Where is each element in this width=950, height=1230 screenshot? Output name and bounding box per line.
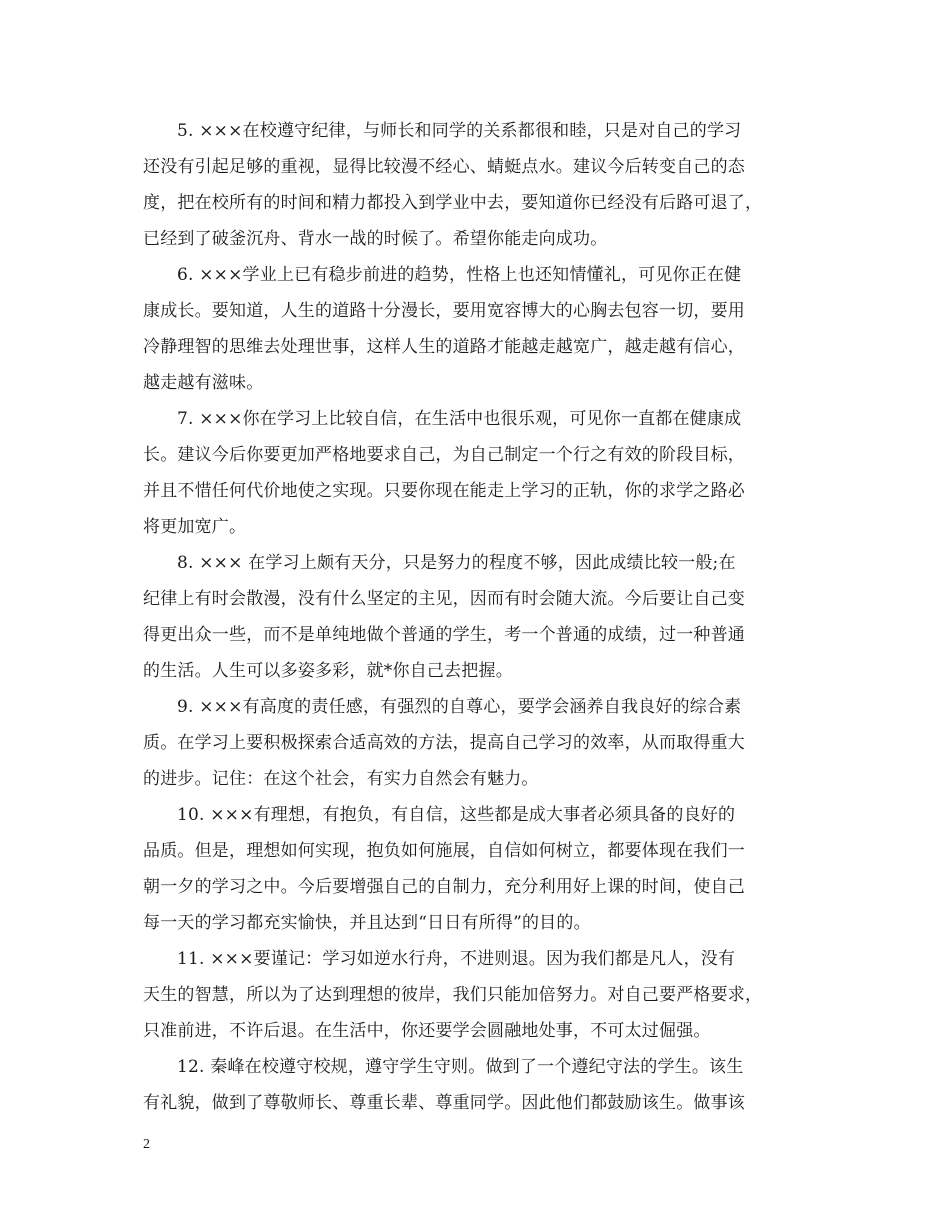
paragraph-line: 只准前进，不许后退。在生活中，你还要学会圆融地处事，不可太过倔强。 — [143, 1021, 711, 1041]
paragraph-first-line: 5. ×××在校遵守纪律，与师长和同学的关系都很和睦，只是对自己的学习 — [177, 121, 742, 141]
paragraph-line: 品质。但是，理想如何实现，抱负如何施展，自信如何树立，都要体现在我们一 — [143, 841, 745, 861]
paragraph-line: 将更加宽广。 — [143, 517, 247, 537]
page-number: 2 — [143, 1137, 150, 1152]
paragraph-line: 的生活。人生可以多姿多彩，就*你自己去把握。 — [143, 661, 513, 681]
paragraph-first-line: 9. ×××有高度的责任感，有强烈的自尊心，要学会涵养自我良好的综合素 — [177, 697, 742, 717]
paragraph-line: 得更出众一些，而不是单纯地做个普通的学生，考一个普通的成绩，过一种普通 — [143, 625, 745, 645]
paragraph-line: 长。建议今后你要更加严格地要求自己，为自己制定一个行之有效的阶段目标， — [143, 445, 745, 465]
paragraph-line: 每一天的学习都充实愉快，并且达到“日日有所得”的目的。 — [143, 913, 591, 933]
paragraph-line: 还没有引起足够的重视，显得比较漫不经心、蜻蜓点水。建议今后转变自己的态 — [143, 157, 745, 177]
paragraph-first-line: 10. ×××有理想，有抱负，有自信，这些都是成大事者必须具备的良好的 — [177, 805, 736, 825]
paragraph-first-line: 11. ×××要谨记：学习如逆水行舟，不进则退。因为我们都是凡人，没有 — [177, 949, 736, 969]
paragraph-line: 康成长。要知道，人生的道路十分漫长，要用宽容博大的心胸去包容一切，要用 — [143, 301, 745, 321]
paragraph-line: 天生的智慧，所以为了达到理想的彼岸，我们只能加倍努力。对自己要严格要求， — [143, 985, 763, 1005]
paragraph-line: 度，把在校所有的时间和精力都投入到学业中去，要知道你已经没有后路可退了， — [143, 193, 763, 213]
paragraph-line: 的进步。记住：在这个社会，有实力自然会有魅力。 — [143, 769, 539, 789]
paragraph-first-line: 12. 秦峰在校遵守校规，遵守学生守则。做到了一个遵纪守法的学生。该生 — [177, 1057, 744, 1077]
paragraph-first-line: 7. ×××你在学习上比较自信，在生活中也很乐观，可见你一直都在健康成 — [177, 409, 742, 429]
paragraph-line: 已经到了破釜沉舟、背水一战的时候了。希望你能走向成功。 — [143, 229, 608, 249]
paragraph-line: 纪律上有时会散漫，没有什么坚定的主见，因而有时会随大流。今后要让自己变 — [143, 589, 745, 609]
paragraph-first-line: 6. ×××学业上已有稳步前进的趋势，性格上也还知情懂礼，可见你正在健 — [177, 265, 742, 285]
paragraph-line: 朝一夕的学习之中。今后要增强自己的自制力，充分利用好上课的时间，使自己 — [143, 877, 745, 897]
paragraph-line: 有礼貌，做到了尊敬师长、尊重长辈、尊重同学。因此他们都鼓励该生。做事该 — [143, 1093, 745, 1113]
paragraph-first-line: 8. ××× 在学习上颇有天分，只是努力的程度不够，因此成绩比较一般;在 — [177, 553, 736, 573]
paragraph-line: 质。在学习上要积极探索合适高效的方法，提高自己学习的效率，从而取得重大 — [143, 733, 745, 753]
paragraph-line: 越走越有滋味。 — [143, 373, 264, 393]
paragraph-line: 冷静理智的思维去处理世事，这样人生的道路才能越走越宽广，越走越有信心， — [143, 337, 745, 357]
paragraph-line: 并且不惜任何代价地使之实现。只要你现在能走上学习的正轨，你的求学之路必 — [143, 481, 745, 501]
document-body — [143, 113, 823, 1121]
